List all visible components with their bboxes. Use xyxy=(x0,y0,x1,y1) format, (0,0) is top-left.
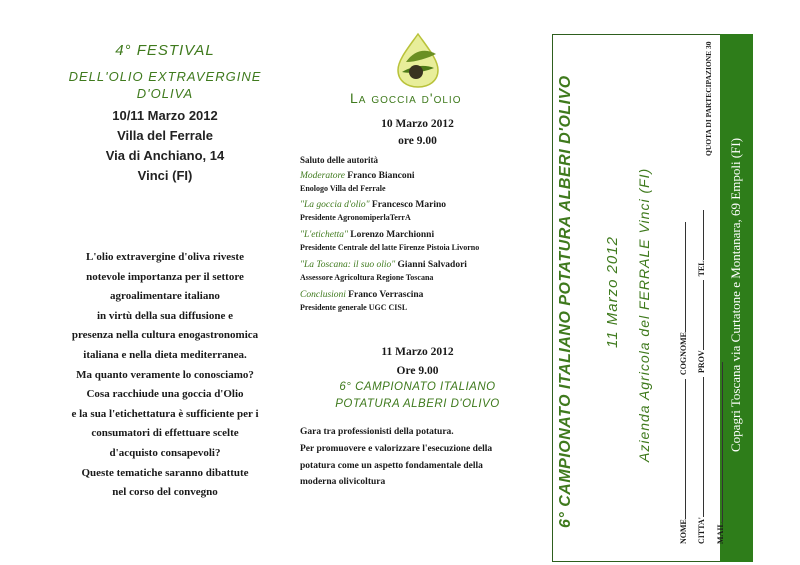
rotated-date: 11 Marzo 2012 xyxy=(604,236,621,348)
form-field-line[interactable] xyxy=(703,210,704,260)
program-name: Lorenzo Marchionni xyxy=(350,230,435,240)
program-sub: Presidente generale UGC CISL xyxy=(300,303,408,312)
intro-line: agroalimentare italiano xyxy=(110,290,220,303)
program-role: "La goccia d'olio" xyxy=(300,200,370,210)
festival-address: Via di Anchiano, 14 xyxy=(105,148,225,163)
greeting: Saluto delle autorità xyxy=(300,155,378,165)
form-field-label: CITTA' xyxy=(697,517,706,544)
form-field-line[interactable] xyxy=(722,362,723,522)
form-field-line[interactable] xyxy=(685,379,686,519)
form-field-label: NOME xyxy=(679,519,688,544)
intro-line: d'acquisto consapevoli? xyxy=(109,446,221,459)
organizer-address: Copagri Toscana via Curtatone e Montanara, 69 Empoli (FI) xyxy=(728,137,743,452)
program-name: Francesco Marino xyxy=(371,200,447,210)
intro-text xyxy=(40,248,290,503)
participation-fee: QUOTA DI PARTECIPAZIONE 30 xyxy=(704,41,713,156)
description-line: moderna olivicoltura xyxy=(300,477,386,487)
program-name: Franco Verrascina xyxy=(348,290,424,300)
intro-line: in virtù della sua diffusione e xyxy=(97,309,233,322)
program-role: Moderatore xyxy=(300,171,346,181)
form-row-1 xyxy=(679,222,688,544)
description-line: Gara tra professionisti della potatura. xyxy=(300,427,454,437)
intro-line: e la sua l'etichettatura è sufficiente per i xyxy=(71,407,259,420)
program-item xyxy=(300,199,446,210)
program-item xyxy=(300,170,415,181)
festival-subtitle-2: D'OLIVA xyxy=(136,86,194,101)
form-field-label: PROV xyxy=(697,350,706,374)
intro-line: italiana e nella dieta mediterranea. xyxy=(83,348,247,361)
program-item xyxy=(300,259,467,270)
program-sub: Presidente AgronomiperlaTerrA xyxy=(300,213,411,222)
day1-time: ore 9.00 xyxy=(398,135,437,147)
intro-line: Queste tematiche saranno dibattute xyxy=(81,466,249,479)
program-name: Gianni Salvadori xyxy=(397,260,467,270)
form-row-2 xyxy=(697,210,706,544)
olive-drop-logo-icon xyxy=(392,32,444,88)
section-title: La goccia d'olio xyxy=(350,90,462,106)
intro-line: nel corso del convegno xyxy=(112,486,218,499)
form-field-label: TEL xyxy=(697,260,706,277)
day2-time: Ore 9.00 xyxy=(396,365,439,377)
championship-title-2: POTATURA ALBERI D'OLIVO xyxy=(335,398,500,410)
program-role: "La Toscana: il suo olio" xyxy=(300,260,396,270)
festival-venue: Villa del Ferrale xyxy=(117,128,213,143)
form-field-label: COGNOME xyxy=(679,332,688,376)
program-name: Franco Bianconi xyxy=(347,171,415,181)
program-item xyxy=(300,229,434,240)
intro-line: notevole importanza per il settore xyxy=(86,270,244,283)
form-field-line[interactable] xyxy=(703,280,704,350)
festival-subtitle-1: DELL'OLIO EXTRAVERGINE xyxy=(68,69,262,84)
intro-line: consumatori di effettuare scelte xyxy=(91,427,239,440)
championship-title-1: 6° CAMPIONATO ITALIANO xyxy=(339,381,496,393)
program-sub: Assessore Agricoltura Regione Toscana xyxy=(300,273,434,282)
description-line: potatura come un aspetto fondamentale della xyxy=(300,461,483,471)
program-role: Conclusioni xyxy=(300,290,346,300)
program-sub: Presidente Centrale del latte Firenze Pistoia Livorno xyxy=(300,243,480,252)
intro-line: Ma quanto veramente lo conosciamo? xyxy=(76,368,254,381)
festival-date: 10/11 Marzo 2012 xyxy=(112,108,218,123)
day1-date: 10 Marzo 2012 xyxy=(381,118,454,130)
program-role: "L'etichetta" xyxy=(300,230,349,240)
form-field-label: MAIL xyxy=(716,522,725,544)
intro-line: L'olio extravergine d'oliva riveste xyxy=(86,251,244,263)
intro-line: Cosa racchiude una goccia d'Olio xyxy=(86,388,244,401)
rotated-championship-title: 6° CAMPIONATO ITALIANO POTATURA ALBERI D'OLIVO xyxy=(557,75,574,528)
form-field-line[interactable] xyxy=(685,222,686,332)
description-line: Per promuovere e valorizzare l'esecuzione della xyxy=(300,444,493,454)
program-sub: Enologo Villa del Ferrale xyxy=(300,184,386,193)
day2-date: 11 Marzo 2012 xyxy=(381,346,454,358)
festival-city: Vinci (FI) xyxy=(137,168,193,183)
form-field-line[interactable] xyxy=(703,377,704,517)
intro-line: presenza nella cultura enogastronomica xyxy=(71,329,259,342)
rotated-farm: Azienda Agricola del FERRALE Vinci (FI) xyxy=(636,167,652,462)
program-item xyxy=(300,289,423,300)
festival-title: 4° FESTIVAL xyxy=(115,42,215,59)
form-row-3 xyxy=(716,362,725,544)
